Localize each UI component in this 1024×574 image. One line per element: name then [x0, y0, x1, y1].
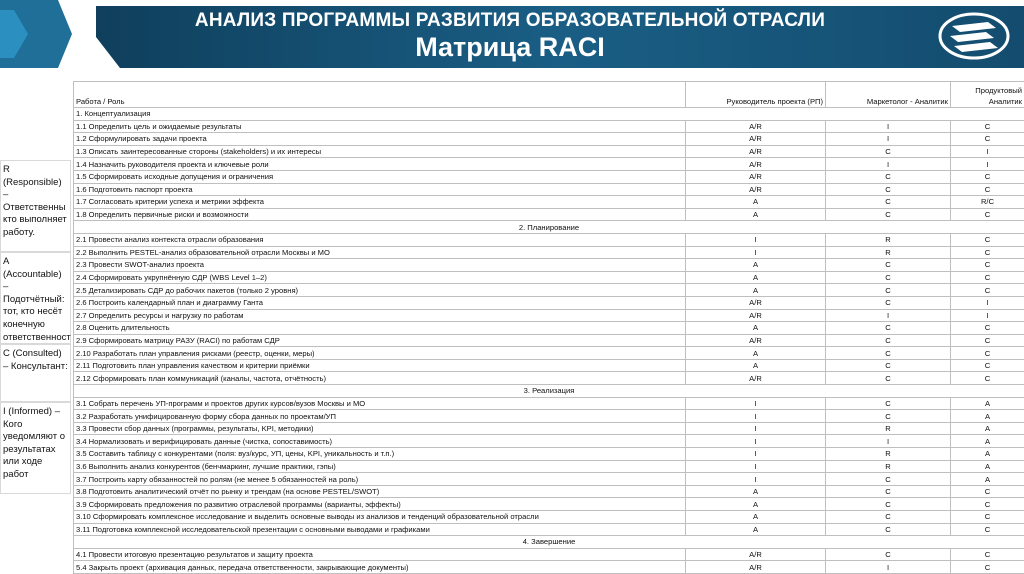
mk-cell: C [826, 397, 951, 410]
task-cell: 1.4 Назначить руководителя проекта и ключевые роли [74, 158, 686, 171]
task-cell: 3.9 Сформировать предложения по развитию отраслевой программы (варианты, эффекты) [74, 498, 686, 511]
rp-cell: I [686, 460, 826, 473]
task-cell: 5.4 Закрыть проект (архивация данных, передача ответственности, закрывающие документы) [74, 561, 686, 574]
table-row [74, 158, 1024, 171]
rp-cell: I [686, 233, 826, 246]
mk-cell: I [826, 309, 951, 322]
pa-cell: C [951, 523, 1024, 536]
table-row [74, 133, 1024, 146]
task-cell: 3.8 Подготовить аналитический отчёт по рынку и трендам (на основе PESTEL/SWOT) [74, 485, 686, 498]
pa-cell: I [951, 145, 1024, 158]
task-cell: 3.2 Разработать унифицированную форму сбора данных по проектам/УП [74, 410, 686, 423]
rp-cell: I [686, 473, 826, 486]
section-row [74, 221, 1024, 234]
rp-cell: I [686, 410, 826, 423]
rp-cell: I [686, 397, 826, 410]
task-cell: 3.6 Выполнить анализ конкурентов (бенчмаркинг, лучшие практики, гэпы) [74, 460, 686, 473]
rp-cell: I [686, 422, 826, 435]
rp-cell: A [686, 523, 826, 536]
mk-cell: C [826, 196, 951, 209]
section-row [74, 385, 1024, 398]
table-row [74, 523, 1024, 536]
table-row [74, 259, 1024, 272]
task-cell: 3.1 Собрать перечень УП-программ и проектов других курсов/вузов Москвы и МО [74, 397, 686, 410]
mk-cell: R [826, 233, 951, 246]
pa-cell: C [951, 347, 1024, 360]
mk-cell: C [826, 296, 951, 309]
pa-cell: A [951, 397, 1024, 410]
table-row [74, 473, 1024, 486]
task-cell: 2.9 Сформировать матрицу РАЗУ (RACI) по работам СДР [74, 334, 686, 347]
section-label: 3. Реализация [74, 385, 1024, 398]
pa-cell: C [951, 133, 1024, 146]
pa-cell: C [951, 271, 1024, 284]
pa-cell: A [951, 448, 1024, 461]
rp-cell: A [686, 359, 826, 372]
task-cell: 1.1 Определить цель и ожидаемые результаты [74, 120, 686, 133]
mk-cell: C [826, 523, 951, 536]
mk-cell: C [826, 284, 951, 297]
pa-cell: A [951, 435, 1024, 448]
rp-cell: A/R [686, 158, 826, 171]
section-label: 4. Завершение [74, 536, 1024, 549]
mk-cell: C [826, 208, 951, 221]
mk-cell: C [826, 359, 951, 372]
mk-cell: I [826, 133, 951, 146]
mk-cell: C [826, 511, 951, 524]
rp-cell: A/R [686, 548, 826, 561]
table-row [74, 284, 1024, 297]
rp-cell: A [686, 208, 826, 221]
rp-cell: A [686, 498, 826, 511]
rp-cell: A [686, 511, 826, 524]
table-row [74, 422, 1024, 435]
task-cell: 3.10 Сформировать комплексное исследование и выделить основные выводы из анализов и тенденций образовательной отрасли [74, 511, 686, 524]
table-row [74, 548, 1024, 561]
task-cell: 2.2 Выполнить PESTEL-анализ образовательной отрасли Москвы и МО [74, 246, 686, 259]
header-marketer: Маркетолог - Аналитик [826, 82, 951, 108]
rp-cell: A/R [686, 309, 826, 322]
rp-cell: A [686, 284, 826, 297]
mk-cell: R [826, 460, 951, 473]
rp-cell: A/R [686, 561, 826, 574]
section-label: 1. Концептуализация [74, 108, 1024, 121]
mk-cell: C [826, 271, 951, 284]
task-cell: 2.10 Разработать план управления рисками (реестр, оценки, меры) [74, 347, 686, 360]
task-cell: 3.4 Нормализовать и верифицировать данные (чистка, сопоставимость) [74, 435, 686, 448]
task-cell: 4.1 Провести итоговую презентацию результатов и защиту проекта [74, 548, 686, 561]
section-row [74, 108, 1024, 121]
table-row [74, 460, 1024, 473]
table-row [74, 334, 1024, 347]
mk-cell: C [826, 485, 951, 498]
pa-cell: C [951, 246, 1024, 259]
table-row [74, 246, 1024, 259]
pa-cell: C [951, 183, 1024, 196]
mk-cell: I [826, 435, 951, 448]
mk-cell: C [826, 498, 951, 511]
pa-cell: C [951, 359, 1024, 372]
rp-cell: I [686, 246, 826, 259]
pa-cell: A [951, 473, 1024, 486]
rp-cell: I [686, 435, 826, 448]
header-project-manager: Руководитель проекта (РП) [686, 82, 826, 108]
table-row [74, 183, 1024, 196]
pa-cell: C [951, 372, 1024, 385]
task-cell: 2.6 Построить календарный план и диаграмму Ганта [74, 296, 686, 309]
section-label: 2. Планирование [74, 221, 1024, 234]
table-row [74, 498, 1024, 511]
mk-cell: R [826, 422, 951, 435]
rp-cell: A [686, 485, 826, 498]
task-cell: 2.7 Определить ресурсы и нагрузку по работам [74, 309, 686, 322]
mk-cell: C [826, 170, 951, 183]
rp-cell: A [686, 322, 826, 335]
header-product-analyst-line2: Аналитик [988, 97, 1022, 106]
table-row [74, 309, 1024, 322]
mk-cell: C [826, 347, 951, 360]
mk-cell: I [826, 120, 951, 133]
pa-cell: A [951, 410, 1024, 423]
pa-cell: C [951, 233, 1024, 246]
rp-cell: A [686, 259, 826, 272]
mk-cell: C [826, 334, 951, 347]
table-row [74, 397, 1024, 410]
table-row [74, 435, 1024, 448]
table-row [74, 485, 1024, 498]
rp-cell: A/R [686, 372, 826, 385]
task-cell: 2.5 Детализировать СДР до рабочих пакетов (только 2 уровня) [74, 284, 686, 297]
pa-cell: C [951, 485, 1024, 498]
task-cell: 2.11 Подготовить план управления качеством и критерии приёмки [74, 359, 686, 372]
pa-cell: A [951, 422, 1024, 435]
pa-cell: C [951, 284, 1024, 297]
table-row [74, 561, 1024, 574]
task-cell: 1.8 Определить первичные риски и возможности [74, 208, 686, 221]
header-product-analyst [951, 82, 1024, 108]
mk-cell: C [826, 183, 951, 196]
table-row [74, 120, 1024, 133]
task-cell: 3.5 Составить таблицу с конкурентами (поля: вуз/курс, УП, цены, KPI, уникальность и т.п.) [74, 448, 686, 461]
page-title: АНАЛИЗ ПРОГРАММЫ РАЗВИТИЯ ОБРАЗОВАТЕЛЬНОЙ ОТРАСЛИ [194, 10, 826, 31]
task-cell: 2.4 Сформировать укрупнённую СДР (WBS Level 1–2) [74, 271, 686, 284]
table-row [74, 410, 1024, 423]
table-row [74, 296, 1024, 309]
task-cell: 2.3 Провести SWOT-анализ проекта [74, 259, 686, 272]
rp-cell: A/R [686, 120, 826, 133]
task-cell: 1.5 Сформировать исходные допущения и ограничения [74, 170, 686, 183]
task-cell: 3.3 Провести сбор данных (программы, результаты, KPI, методики) [74, 422, 686, 435]
pa-cell: C [951, 334, 1024, 347]
mk-cell: C [826, 145, 951, 158]
pa-cell: C [951, 322, 1024, 335]
legend-accountable: A (Accountable) – Подотчётный: тот, кто несёт конечную ответственност [0, 252, 71, 344]
table-row [74, 322, 1024, 335]
table-row [74, 233, 1024, 246]
rp-cell: A/R [686, 334, 826, 347]
task-cell: 2.12 Сформировать план коммуникаций (каналы, частота, отчётность) [74, 372, 686, 385]
legend-consulted: C (Consulted) – Консультант: [0, 344, 71, 402]
table-row [74, 511, 1024, 524]
pa-cell: A [951, 460, 1024, 473]
mk-cell: C [826, 548, 951, 561]
task-cell: 3.11 Подготовка комплексной исследовательской презентации с основными выводами и графиками [74, 523, 686, 536]
pa-cell: C [951, 208, 1024, 221]
task-cell: 1.7 Согласовать критерии успеха и метрики эффекта [74, 196, 686, 209]
mk-cell: C [826, 410, 951, 423]
rp-cell: A [686, 271, 826, 284]
rp-cell: A/R [686, 145, 826, 158]
pa-cell: C [951, 498, 1024, 511]
task-cell: 2.8 Оценить длительность [74, 322, 686, 335]
table-row [74, 170, 1024, 183]
header-task: Работа / Роль [74, 82, 686, 108]
rp-cell: A [686, 196, 826, 209]
pa-cell: I [951, 309, 1024, 322]
rp-cell: A/R [686, 170, 826, 183]
rp-cell: A/R [686, 183, 826, 196]
rp-cell: A [686, 347, 826, 360]
table-row [74, 196, 1024, 209]
mk-cell: C [826, 322, 951, 335]
task-cell: 1.2 Сформулировать задачи проекта [74, 133, 686, 146]
raci-table [73, 81, 1024, 574]
page-subtitle: Матрица RACI [415, 32, 605, 62]
mk-cell: I [826, 561, 951, 574]
pa-cell: C [951, 170, 1024, 183]
table-row [74, 347, 1024, 360]
mk-cell: R [826, 246, 951, 259]
table-row [74, 448, 1024, 461]
task-cell: 2.1 Провести анализ контекста отрасли образования [74, 233, 686, 246]
table-row [74, 372, 1024, 385]
pa-cell: I [951, 296, 1024, 309]
mk-cell: C [826, 259, 951, 272]
raci-table-wrapper [73, 81, 1024, 574]
table-row [74, 359, 1024, 372]
mk-cell: R [826, 448, 951, 461]
table-row [74, 145, 1024, 158]
mk-cell: I [826, 158, 951, 171]
pa-cell: C [951, 120, 1024, 133]
task-cell: 1.6 Подготовить паспорт проекта [74, 183, 686, 196]
mk-cell: C [826, 372, 951, 385]
table-row [74, 271, 1024, 284]
rp-cell: A/R [686, 133, 826, 146]
pa-cell: C [951, 511, 1024, 524]
header-banner [0, 0, 1024, 70]
task-cell: 1.3 Описать заинтересованные стороны (stakeholders) и их интересы [74, 145, 686, 158]
legend-informed: I (Informed) – Кого уведомляют о результатах или ходе работ [0, 402, 71, 494]
rp-cell: A/R [686, 296, 826, 309]
mk-cell: C [826, 473, 951, 486]
rp-cell: I [686, 448, 826, 461]
pa-cell: C [951, 548, 1024, 561]
pa-cell: I [951, 158, 1024, 171]
header-product-analyst-line1: Продуктовый [975, 86, 1022, 95]
table-header-row [74, 82, 1024, 108]
pa-cell: R/C [951, 196, 1024, 209]
pa-cell: C [951, 259, 1024, 272]
logo-icon [938, 12, 1010, 60]
legend-responsible: R (Responsible) – Ответственны кто выполняет работу. [0, 160, 71, 252]
section-row [74, 536, 1024, 549]
task-cell: 3.7 Построить карту обязанностей по ролям (не менее 5 обязанностей на роль) [74, 473, 686, 486]
pa-cell: C [951, 561, 1024, 574]
table-row [74, 208, 1024, 221]
